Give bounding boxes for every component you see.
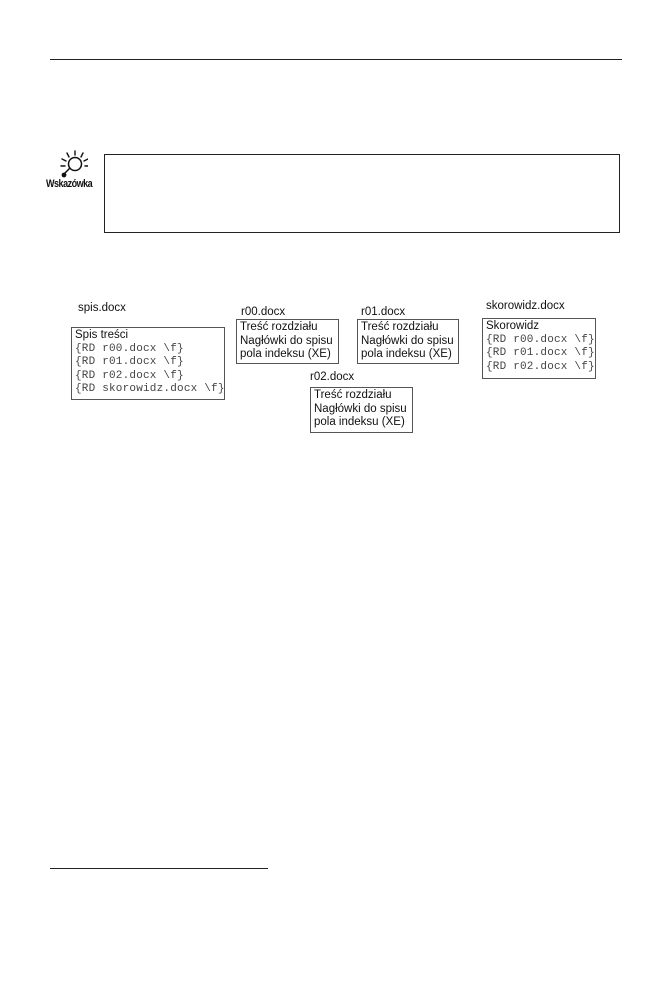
footnote-rule: [50, 868, 268, 869]
tip-marker: [46, 150, 102, 202]
file-label-spis: spis.docx: [78, 302, 126, 314]
doc-line: Treść rozdziału: [240, 321, 318, 333]
field-code: {RD r01.docx \f}: [75, 356, 184, 368]
field-code: {RD r02.docx \f}: [486, 360, 595, 373]
doc-box-spis: [71, 327, 225, 400]
doc-box-r01: [357, 319, 459, 364]
header-rule: [50, 59, 622, 60]
doc-line: Nagłówki do spisu: [361, 334, 454, 347]
doc-box-r00: [236, 319, 339, 364]
file-label-r01: r01.docx: [361, 306, 406, 318]
doc-line: pola indeksu (XE): [361, 348, 452, 360]
doc-heading: Skorowidz: [486, 320, 540, 332]
doc-line: pola indeksu (XE): [240, 348, 331, 360]
doc-line: Nagłówki do spisu: [314, 402, 407, 415]
field-code: {RD skorowidz.docx \f}: [75, 383, 225, 395]
tip-label: Wskazówka: [46, 178, 93, 190]
doc-line: pola indeksu (XE): [314, 416, 405, 428]
doc-line: Treść rozdziału: [314, 389, 392, 401]
file-label-skorowidz: skorowidz.docx: [486, 300, 565, 312]
doc-box-skorowidz: [482, 318, 596, 379]
field-code: {RD r02.docx \f}: [75, 369, 184, 382]
lightbulb-icon: [58, 150, 88, 180]
doc-box-r02: [310, 387, 413, 433]
file-label-r02: r02.docx: [310, 371, 355, 383]
field-code: {RD r00.docx \f}: [75, 342, 184, 355]
doc-heading: Spis treści: [75, 329, 129, 341]
field-code: {RD r01.docx \f}: [486, 347, 595, 359]
tip-box: [104, 154, 620, 233]
field-code: {RD r00.docx \f}: [486, 333, 595, 346]
file-label-r00: r00.docx: [241, 306, 286, 318]
doc-line: Nagłówki do spisu: [240, 334, 333, 347]
doc-line: Treść rozdziału: [361, 321, 439, 333]
